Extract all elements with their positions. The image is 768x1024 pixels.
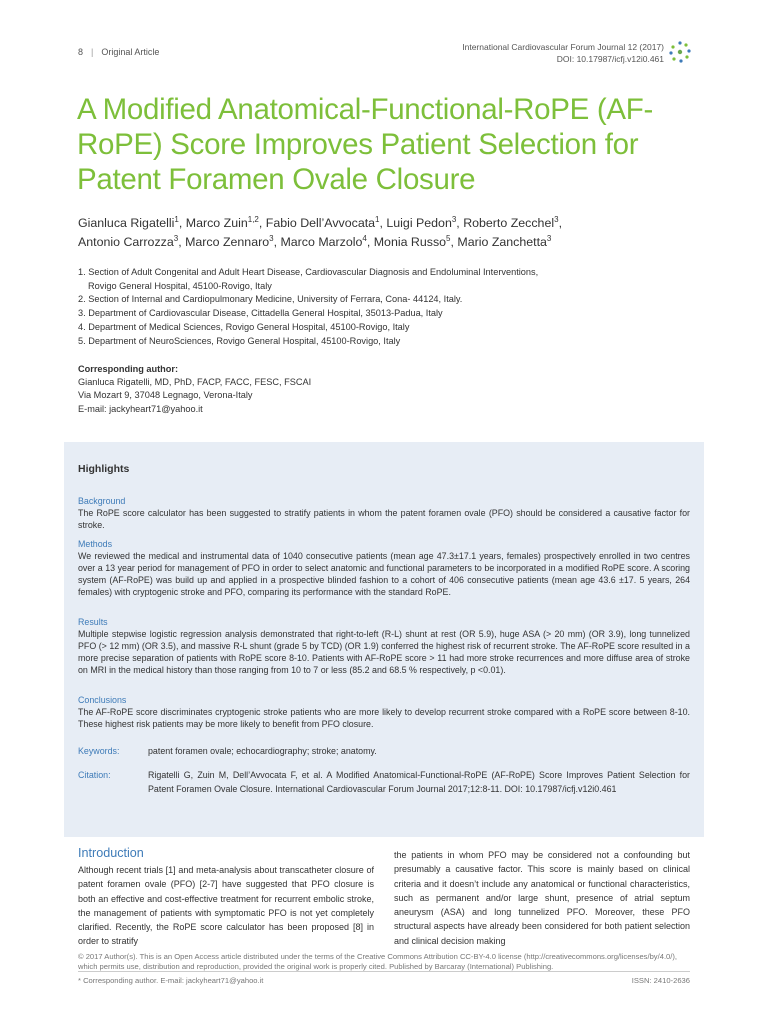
author: Luigi Pedon$^3$: [386, 214, 457, 230]
results-heading: Results: [78, 617, 108, 627]
methods-section: [78, 538, 690, 598]
corresponding-author-label: Corresponding author:: [78, 364, 179, 374]
affiliation-list: [78, 266, 698, 348]
corresponding-author-block: [78, 363, 311, 416]
article-title: A Modified Anatomical-Functional-RoPE (AF-RoPE) Score Improves Patient Selection for Patent Foramen Ovale Closure: [77, 93, 654, 196]
author: Mario Zanchetta$^3$: [457, 233, 552, 249]
license-notice: © 2017 Author(s). This is an Open Access article distributed under the terms of the Creative Commons Attribution CC-BY-4.0 license (http://creativecommons.org/licenses/by/4.0/), which permits use, distribution and reproduction, provided the original work is properly cited. Published by Barcaray (International) Publishing.: [78, 952, 678, 971]
author-list: Gianluca Rigatelli$^1$, Marco Zuin$^{1,2}$, Fabio Dell’Avvocata$^1$, Luigi Pedon$^3$, Roberto Zecchel$^3$, Antonio Carrozza$^3$, Marco Zennaro$^3$, Marco Marzolo$^4$, Monia Russo$^5$, Mario Zanchetta$^3$: [78, 214, 563, 249]
affiliation: 4. Department of Medical Sciences, Rovigo General Hospital, 45100-Rovigo, Italy: [78, 321, 410, 332]
background-section: [78, 495, 690, 531]
corresponding-author-address: Via Mozart 9, 37048 Legnago, Verona-Italy: [78, 390, 253, 401]
corresponding-author-name: Gianluca Rigatelli, MD, PhD, FACP, FACC, FESC, FSCAI: [78, 377, 312, 388]
article-section: Original Article: [101, 47, 160, 57]
conclusions-heading: Conclusions: [78, 695, 127, 705]
citation-row: [78, 768, 690, 818]
affiliation: 3. Department of Cardiovascular Disease, Cittadella General Hospital, 35013-Padua, Italy: [78, 308, 443, 319]
author: Roberto Zecchel$^3$: [463, 214, 559, 230]
page-header-right: [462, 41, 664, 65]
background-text: The RoPE score calculator has been suggested to stratify patients in whom the patent foramen ovale (PFO) should be considered a causative factor for stroke.: [78, 508, 690, 530]
author: Fabio Dell’Avvocata$^1$: [265, 214, 380, 230]
highlights-title: Highlights: [78, 463, 130, 475]
page-header-left: [78, 47, 159, 57]
footer-issn: ISSN: 2410-2636: [631, 976, 690, 985]
affiliation: Rovigo General Hospital, 45100-Rovigo, Italy: [88, 280, 272, 291]
corresponding-author-email: E-mail: jackyheart71@yahoo.it: [78, 403, 203, 414]
footer-bottom: [78, 976, 690, 985]
citation-value: Rigatelli G, Zuin M, Dell’Avvocata F, et al. A Modified Anatomical-Functional-RoPE (AF-RoPE) Score Improves Patient Selection for Patent Foramen Ovale Closure. International Cardiovascular Forum Journal 2017;12:8-11. DOI: 10.17987/icfj.v12i0.461: [148, 770, 690, 794]
footer-divider: [78, 971, 690, 972]
affiliation: 1. Section of Adult Congenital and Adult Heart Disease, Cardiovascular Diagnosis and Endoluminal Interventions,: [78, 267, 539, 277]
methods-heading: Methods: [78, 539, 113, 549]
author: Gianluca Rigatelli$^1$: [78, 214, 179, 230]
results-text: Multiple stepwise logistic regression analysis demonstrated that right-to-left (R-L) shunt at rest (OR 5.9), huge ASA (> 20 mm) (OR 3.9), long tunnelized PFO (> 12 mm) (OR 3.5), and massive R-L shunt (grade 5 by TCD) (OR 1.9) conferred the highest risk of recurrent stroke. The AF-RoPE score resulted in a more precise separation of patients with RoPE score 8-10. Patients with AF-RoPE score > 11 had more stroke recurrences and more diffuse area of stroke on MRI in the medical history than those ranging from 10 to 7 or less (85.2 and 68.5 % respectively, p <0.01).: [78, 629, 690, 675]
affiliation: 5. Department of NeuroSciences, Rovigo General Hospital, 45100-Rovigo, Italy: [78, 335, 401, 346]
affiliation: 2. Section of Internal and Cardiopulmonary Medicine, University of Ferrara, Cona- 44124, Italy.: [78, 294, 463, 305]
introduction-column-2: the patients in whom PFO may be considered not a confounding but presumably a causative factor. This score is mainly based on clinical criteria and it doesn’t include any anatomical or functional characteristics, such as permanent and/or large shunt, presence of atrial septum aneurysm (ASA) and long tunnelized PFO. Moreover, these PFO structural aspects have already been considered for both patient selection and clinical decision making: [394, 850, 690, 946]
results-section: [78, 616, 690, 676]
conclusions-section: [78, 694, 690, 730]
author: Marco Marzolo$^4$: [280, 233, 367, 249]
introduction-heading: Introduction: [78, 846, 144, 860]
background-heading: Background: [78, 496, 126, 506]
author: Antonio Carrozza$^3$: [78, 233, 179, 249]
keywords-label: Keywords:: [78, 746, 120, 756]
keywords-value: patent foramen ovale; echocardiography; stroke; anatomy.: [148, 746, 377, 756]
journal-name: International Cardiovascular Forum Journal 12 (2017): [462, 42, 664, 52]
citation-label: Citation:: [78, 770, 111, 780]
header-separator: |: [91, 47, 94, 57]
footer-corresponding: * Corresponding author. E-mail: jackyheart71@yahoo.it: [78, 976, 264, 985]
author: Marco Zuin$^{1,2}$: [185, 214, 259, 230]
author: Monia Russo$^5$: [373, 233, 451, 249]
author: Marco Zennaro$^3$: [185, 233, 274, 249]
introduction-column-1: Although recent trials [1] and meta-analysis about transcatheter closure of patent foramen ovale (PFO) [2-7] have suggested that PFO closure is both an effective and cost-effective treatment for recurrent embolic stroke, the management of patients with symptomatic PFO is not yet completely clarified. Recently, the RoPE score calculator has been proposed [8] in order to stratify: [78, 865, 374, 947]
page-number: 8: [78, 47, 84, 57]
methods-text: We reviewed the medical and instrumental data of 1040 consecutive patients (mean age 47.3±17.1 years, females) prospectively enrolled in two centres over a 13 year period for management of PFO in order to select anatomic and functional parameters to be incorporated in a modified RoPE score. A scoring system (AF-RoPE) was build up and applied in a prospective blinded fashion to a cohort of 406 consecutive patients (mean age 43.6 ±17. 5 years, 264 females) with cryptogenic stroke and PFO, comparing its performance with the standard RoPE.: [78, 551, 690, 597]
header-doi: DOI: 10.17987/icfj.v12i0.461: [556, 54, 664, 64]
journal-logo-icon: [668, 40, 692, 64]
conclusions-text: The AF-RoPE score discriminates cryptogenic stroke patients who are more likely to develop recurrent stroke compared with a RoPE score between 8-10. These highest risk patients may be more likely to benefit from PFO closure.: [78, 707, 690, 729]
